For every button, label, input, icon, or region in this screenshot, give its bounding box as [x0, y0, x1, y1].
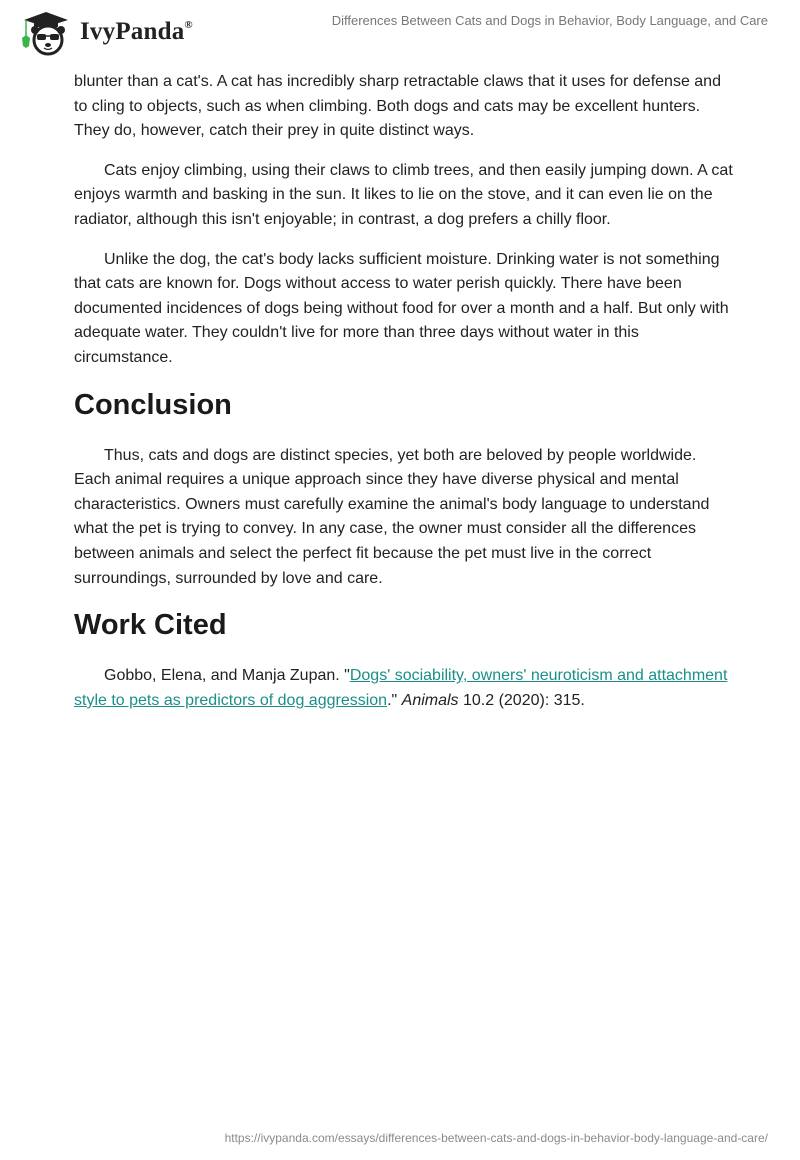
conclusion-heading: Conclusion [74, 388, 232, 421]
body-paragraph: Cats enjoy climbing, using their claws to climb trees, and then easily jumping down. A cat enjoys warmth and basking in the sun. It likes to lie on the stove, and it can even lie on the radiator, although this isn't enjoyable; in contrast, a dog prefers a chilly floor. [74, 161, 733, 228]
body-paragraph: Unlike the dog, the cat's body lacks sufficient moisture. Drinking water is not something that cats are known for. Dogs without access to water perish quickly. There have been documented incidences of dogs being without food for over a month and a half. But only with adequate water. They couldn't live for more than three days without water in this circumstance. [74, 250, 729, 366]
essay-content [74, 70, 734, 728]
document-title: Differences Between Cats and Dogs in Behavior, Body Language, and Care [331, 13, 768, 28]
page-header [0, 0, 800, 60]
footer-url: https://ivypanda.com/essays/differences-between-cats-and-dogs-in-behavior-body-language-and-care/ [224, 1131, 768, 1145]
citation-details: 10.2 (2020): 315. [458, 691, 585, 709]
body-paragraph: blunter than a cat's. A cat has incredibly sharp retractable claws that it uses for defense and to cling to objects, such as when climbing. Both dogs and cats may be excellent hunters. They do, however, catch their prey in quite distinct ways. [74, 73, 721, 140]
works-cited-heading: Work Cited [74, 609, 227, 642]
conclusion-paragraph: Thus, cats and dogs are distinct species, yet both are beloved by people worldwide. Each animal requires a unique approach since they have diverse physical and mental characteristics. Owners must carefully examine the animal's body language to understand what the pet is trying to convey. In any case, the owner must consider all the differences between animals and select the perfect fit because the pet must live in the correct surroundings, surrounded by love and care. [74, 446, 710, 587]
logo-text: IvyPanda® [80, 18, 193, 45]
citation-link[interactable]: Dogs' sociability, owners' neuroticism and attachment style to pets as predictors of dog aggression [74, 667, 728, 709]
citation-punct: ." [387, 691, 402, 709]
panda-graduate-icon [18, 8, 74, 56]
citation-authors: Gobbo, Elena, and Manja Zupan. " [104, 667, 350, 685]
citation-journal: Animals [401, 691, 459, 709]
ivypanda-logo[interactable] [18, 8, 193, 56]
citation-entry [74, 664, 734, 713]
